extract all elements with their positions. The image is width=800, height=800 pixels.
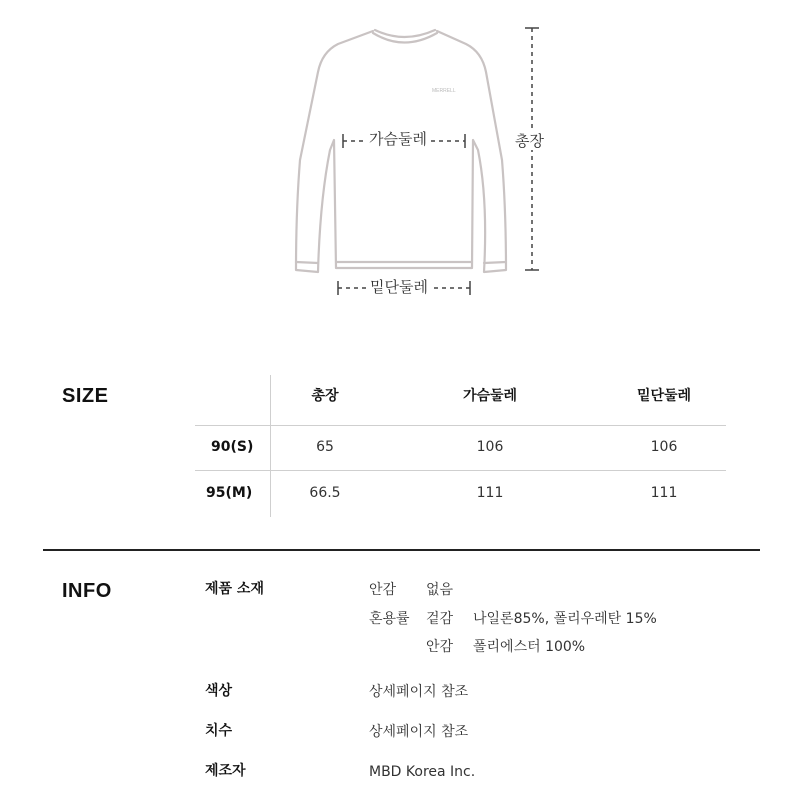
- garment-diagram: [0, 0, 800, 320]
- material-label: 제품 소재: [205, 581, 264, 597]
- size-label: 90(S): [211, 439, 254, 455]
- chest-value: 106: [476, 439, 504, 455]
- size-section-title: SIZE: [62, 385, 109, 407]
- lining-value: 없음: [426, 582, 454, 598]
- length-value: 66.5: [309, 485, 341, 501]
- maker-value: MBD Korea Inc.: [369, 764, 476, 780]
- length-label: 총장: [515, 132, 544, 150]
- maker-label: 제조자: [205, 763, 246, 779]
- hem-value: 106: [650, 439, 678, 455]
- inner-key: 안감: [426, 639, 454, 655]
- chest-value: 111: [476, 485, 504, 501]
- inner-value: 폴리에스터 100%: [473, 639, 586, 655]
- table-row-divider: [195, 470, 726, 471]
- outer-key: 겉감: [426, 611, 454, 627]
- hem-value: 111: [650, 485, 678, 501]
- size-label: 95(M): [206, 485, 253, 501]
- length-value: 65: [316, 439, 334, 455]
- brand-logo: MERRELL: [432, 88, 456, 94]
- column-header-hem: 밑단둘레: [636, 388, 692, 404]
- color-label: 색상: [205, 683, 233, 699]
- hem-label: 밑단둘레: [370, 278, 428, 296]
- size-info-value: 상세페이지 참조: [369, 724, 469, 740]
- lining-key: 안감: [369, 582, 397, 598]
- table-row-divider: [195, 425, 726, 426]
- info-section-title: INFO: [62, 580, 112, 602]
- column-header-length: 총장: [311, 388, 339, 404]
- column-header-chest: 가슴둘레: [462, 388, 518, 404]
- color-value: 상세페이지 참조: [369, 684, 469, 700]
- outer-value: 나일론85%, 폴리우레탄 15%: [473, 611, 657, 627]
- chest-label: 가슴둘레: [369, 130, 427, 148]
- tshirt-outline: [296, 30, 506, 272]
- section-divider: [43, 549, 760, 551]
- size-info-label: 치수: [205, 723, 233, 739]
- blend-key: 혼용률: [369, 611, 410, 627]
